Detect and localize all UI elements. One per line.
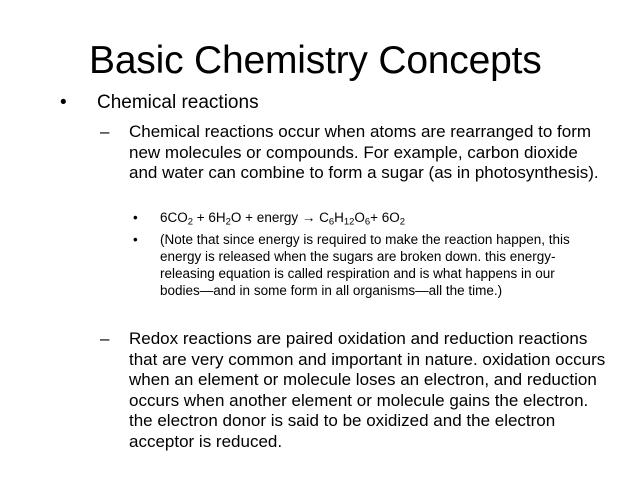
eq-part: + 6O (370, 210, 400, 225)
note-text: (Note that since energy is required to make the reaction happen, this energy is released when the sugars are broken down. this energy-releasing equation is called respiration and is what happens in our bodies—and in some form in all organisms—all the time.) (160, 232, 570, 298)
photosynthesis-equation (160, 209, 590, 226)
sub-bullet-text: Redox reactions are paired oxidation and reduction reactions that are very common and important in nature. oxidation occurs when an element or molecule loses an electron, and reduction occurs when another element or molecule gains the electron. the electron donor is said to be oxidized and the electron acceptor is reduced. (129, 329, 606, 451)
eq-subscript: 2 (225, 216, 231, 228)
eq-part: H (334, 210, 344, 225)
eq-part: 6CO (160, 210, 188, 225)
sub-bullet-text: Chemical reactions occur when atoms are rearranged to form new molecules or compounds. For example, carbon dioxide and water can combine to form a sugar (as in photosynthesis). (129, 122, 599, 182)
dash-icon: – (100, 329, 110, 348)
bullet-icon: • (60, 92, 67, 113)
eq-part: + 6H (193, 210, 226, 225)
eq-part: O (354, 210, 365, 225)
eq-subscript: 12 (343, 216, 355, 228)
eq-subscript: 6 (364, 216, 371, 228)
eq-subscript: 6 (328, 216, 335, 228)
eq-subscript: 2 (187, 216, 194, 228)
bullet-heading: Chemical reactions (97, 92, 259, 113)
slide-title: Basic Chemistry Concepts (89, 39, 542, 82)
dash-icon: – (100, 122, 110, 141)
eq-subscript: 2 (399, 216, 406, 228)
bullet-icon: • (133, 232, 138, 247)
bullet-icon: • (133, 210, 138, 225)
eq-part: O + energy → C (230, 210, 329, 225)
